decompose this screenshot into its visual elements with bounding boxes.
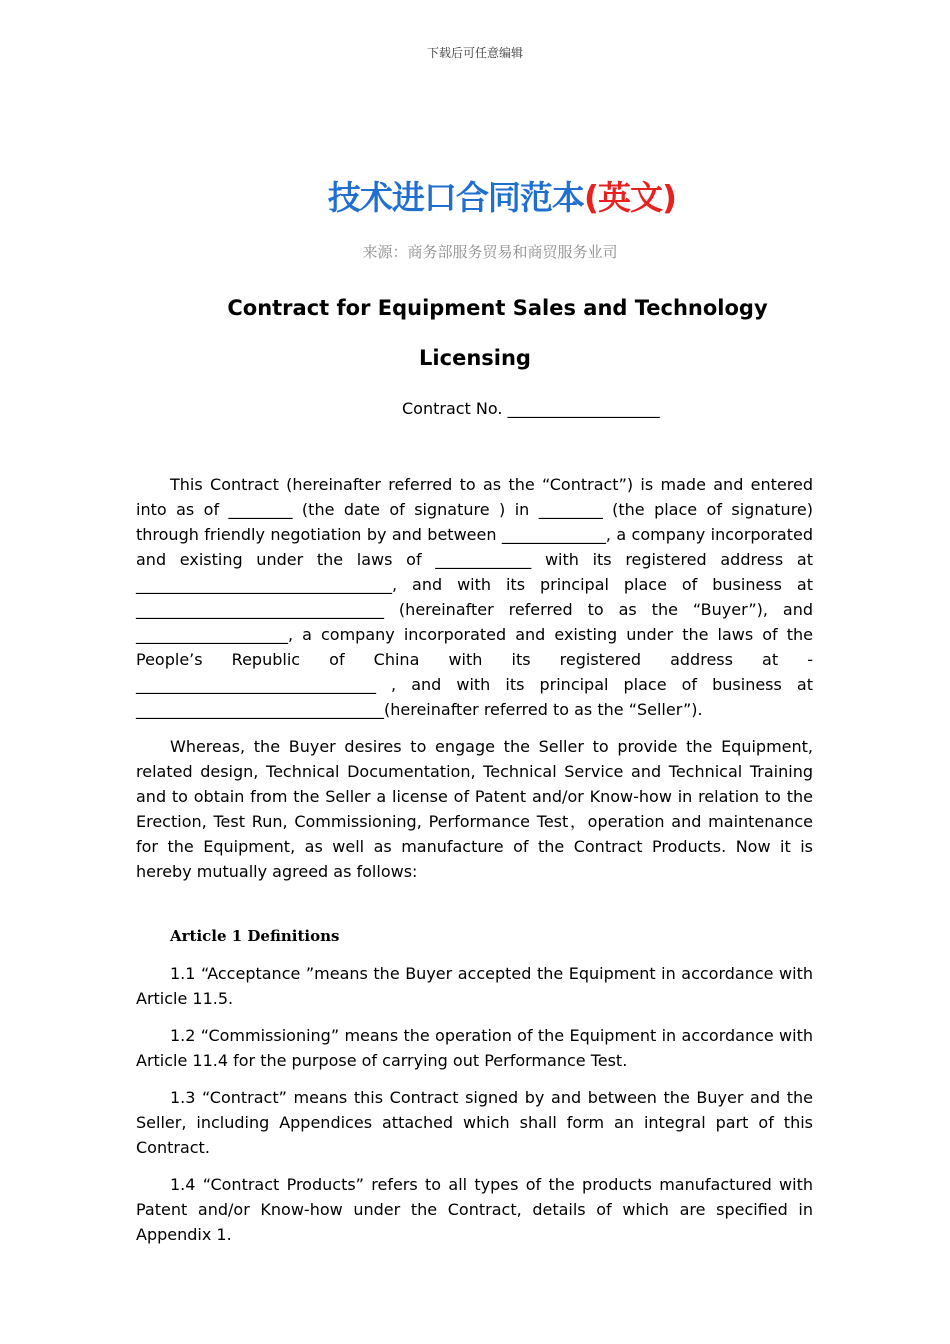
definition-1-2: 1.2 “Commissioning” means the operation of the Equipment in accordance with Article 11.4 for the purpose of carrying out Performance Test. bbox=[136, 1026, 813, 1070]
contract-title-line1: Contract for Equipment Sales and Technology bbox=[227, 296, 768, 320]
contract-body bbox=[136, 472, 813, 1259]
definition-1-4: 1.4 “Contract Products” refers to all types of the products manufactured with Patent and/or Know-how under the Contract, details of which are specified in Appendix 1. bbox=[136, 1175, 813, 1244]
whereas-paragraph: Whereas, the Buyer desires to engage the Seller to provide the Equipment, related design, Technical Documentation, Technical Service and Technical Training and to obtain from the Seller a license of Patent and/or Know-how in relation to the Erection, Test Run, Commissioning, Performance Test，operation and maintenance for the Equipment, as well as manufacture of the Contract Products. Now it is hereby mutually agreed as follows: bbox=[136, 737, 813, 881]
header-note: 下载后可任意编辑 bbox=[426, 46, 523, 60]
source-line: 来源：商务部服务贸易和商贸服务业司 bbox=[362, 243, 618, 261]
definition-1-3: 1.3 “Contract” means this Contract signed by and between the Buyer and the Seller, including Appendices attached which shall form an integral part of this Contract. bbox=[136, 1088, 813, 1157]
preamble-paragraph: This Contract (hereinafter referred to as the “Contract”) is made and entered into as of ________ (the date of signature ) in ________ (the place of signature) through friendly negotiation by and between _____________, a company incorporated and existing under the laws of ____________ with its registered address at ________________________________, and with its principal place of business at _______________________________ (hereinafter referred to as the “Buyer”), and ___________________, a company incorporated and existing under the laws of the People’s Republic of China with its registered address at -______________________________ , and with its principal place of business at _______________________________(hereinafter referred to as the “Seller”). bbox=[136, 475, 813, 719]
article-heading: Article 1 Definitions bbox=[170, 927, 340, 945]
definition-1-1: 1.1 “Acceptance ”means the Buyer accepted the Equipment in accordance with Article 11.5. bbox=[136, 964, 813, 1008]
main-title-english-tag: (英文) bbox=[583, 178, 677, 217]
main-title bbox=[0, 172, 950, 219]
contract-number: Contract No. ___________________ bbox=[402, 399, 660, 418]
main-title-chinese: 技术进口合同范本 bbox=[327, 178, 584, 217]
contract-title-line2: Licensing bbox=[419, 346, 531, 370]
